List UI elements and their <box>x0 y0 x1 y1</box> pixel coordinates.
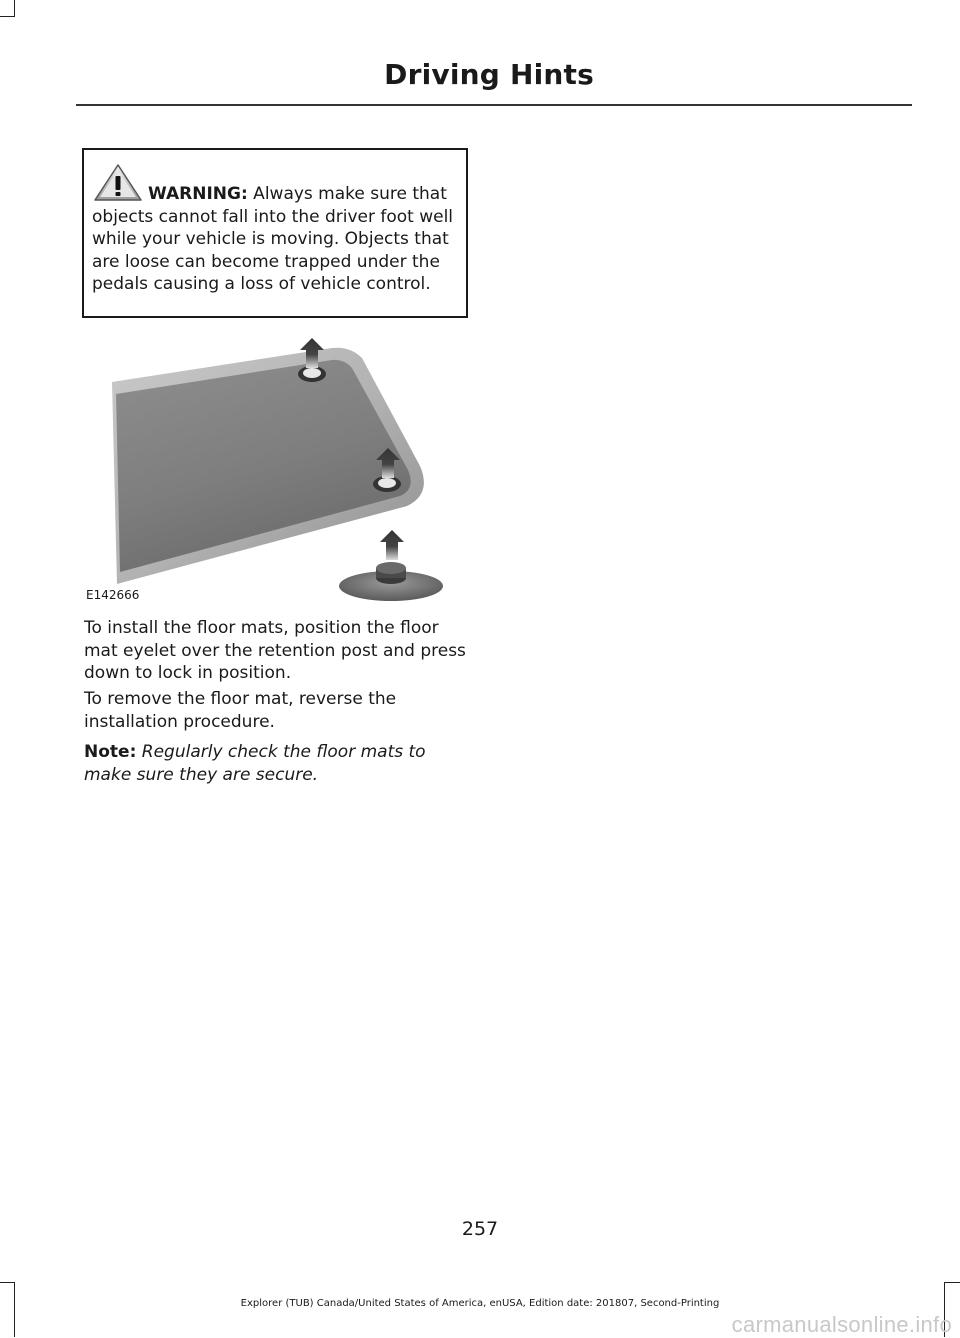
up-arrow-icon <box>380 530 404 560</box>
warning-body: Always make sure that objects cannot fall into the driver foot well while your vehicle is moving. Objects that are loose can become trapped under the pedals causing a loss of vehicle control. <box>92 184 454 294</box>
watermark-logo: carmanualsonline.info <box>731 1312 952 1337</box>
note <box>84 741 476 786</box>
floor-mat-retention-illustration <box>82 334 472 606</box>
crop-mark <box>0 1282 15 1283</box>
header-divider <box>76 104 912 106</box>
install-instructions: To install the floor mats, position the floor mat eyelet over the retention post and press down to lock in position. <box>84 618 466 683</box>
note-label: Note: <box>84 742 137 762</box>
warning-text <box>92 183 466 296</box>
figure-id: E142666 <box>86 588 140 602</box>
remove-instructions: To remove the floor mat, reverse the installation procedure. <box>84 689 397 732</box>
note-text: Regularly check the floor mats to make sure they are secure. <box>84 742 426 785</box>
warning-box <box>82 148 468 318</box>
crop-mark <box>0 16 15 17</box>
page-number: 257 <box>461 1218 499 1240</box>
crop-mark <box>14 0 15 16</box>
edition-footer: Explorer (TUB) Canada/United States of America, enUSA, Edition date: 201807, Second-Printing <box>240 1298 720 1309</box>
crop-mark <box>944 1282 960 1283</box>
crop-mark <box>14 1282 15 1337</box>
warning-label: WARNING: <box>148 184 248 204</box>
page-title: Driving Hints <box>384 58 594 91</box>
